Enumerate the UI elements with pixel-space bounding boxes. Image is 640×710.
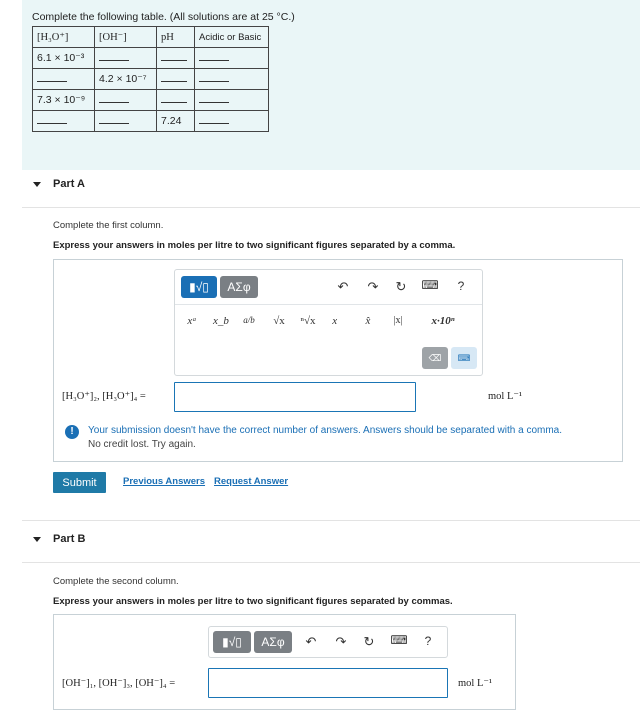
redo-icon[interactable]: ↷ bbox=[367, 279, 379, 294]
blank-field bbox=[161, 52, 187, 61]
unit-vector-button[interactable]: x̂ bbox=[365, 315, 371, 327]
part-a-answer-input[interactable] bbox=[174, 382, 416, 412]
divider bbox=[22, 520, 640, 521]
greek-symbols-button[interactable]: ΑΣφ bbox=[220, 276, 258, 298]
part-a-equation-label: [H₃O⁺]₂, [H₃O⁺]₄ = bbox=[62, 391, 146, 402]
vector-button[interactable]: x⃗ bbox=[332, 315, 346, 327]
absolute-value-button[interactable]: |x| bbox=[393, 315, 403, 326]
table-row bbox=[33, 111, 269, 132]
part-b-header[interactable] bbox=[33, 533, 85, 545]
feedback-sub: No credit lost. Try again. bbox=[88, 439, 196, 450]
table-cell bbox=[157, 90, 195, 111]
intro-panel bbox=[22, 0, 640, 170]
blank-field bbox=[161, 94, 187, 103]
intro-title: Complete the following table. (All solutions are at 25 °C.) bbox=[32, 11, 295, 23]
cell-value: 6.1 × 10⁻³ bbox=[37, 52, 85, 64]
blank-field bbox=[199, 73, 229, 82]
divider bbox=[22, 207, 640, 208]
undo-icon[interactable]: ↶ bbox=[337, 279, 349, 294]
sqrt-button[interactable]: √x bbox=[273, 315, 285, 327]
superscript-button[interactable]: xᵃ bbox=[187, 315, 197, 327]
table-cell bbox=[33, 111, 95, 132]
table-cell bbox=[33, 48, 95, 69]
collapse-caret-icon[interactable] bbox=[33, 182, 41, 187]
cell-value: 7.3 × 10⁻⁹ bbox=[37, 94, 86, 106]
divider bbox=[22, 562, 640, 563]
info-icon: ! bbox=[65, 425, 79, 439]
reset-icon[interactable]: ↻ bbox=[363, 634, 375, 649]
subscript-button[interactable]: x_b bbox=[213, 315, 229, 327]
toolbar-divider bbox=[175, 304, 482, 305]
table-row bbox=[33, 48, 269, 69]
table-cell bbox=[195, 111, 269, 132]
help-icon[interactable]: ? bbox=[424, 634, 432, 648]
nth-root-button[interactable]: ⁿ√x bbox=[300, 315, 316, 327]
part-b-equation-label: [OH⁻]₁, [OH⁻]₃, [OH⁻]₄ = bbox=[62, 678, 176, 689]
blank-field bbox=[199, 52, 229, 61]
table-cell bbox=[95, 69, 157, 90]
table-cell bbox=[95, 111, 157, 132]
table-cell bbox=[195, 48, 269, 69]
blank-field bbox=[161, 73, 187, 82]
blank-field bbox=[199, 94, 229, 103]
part-a-title: Part A bbox=[53, 178, 85, 190]
table-cell bbox=[195, 90, 269, 111]
blank-field bbox=[199, 115, 229, 124]
feedback-main: Your submission doesn't have the correct number of answers. Answers should be separated with a comma. bbox=[88, 425, 563, 436]
previous-answers-link[interactable]: Previous Answers bbox=[123, 476, 206, 487]
part-b-title: Part B bbox=[53, 533, 86, 545]
greek-symbols-button[interactable]: ΑΣφ bbox=[254, 631, 292, 653]
submit-button[interactable]: Submit bbox=[53, 472, 106, 493]
part-a-header[interactable] bbox=[33, 178, 85, 190]
part-b-answer-box bbox=[53, 614, 516, 710]
header-h3o: [H₃O⁺] bbox=[33, 27, 95, 48]
keyboard-icon[interactable]: ⌨ bbox=[390, 633, 408, 647]
part-a-directions: Express your answers in moles per litre to two significant figures separated by a comma. bbox=[53, 240, 456, 251]
blank-field bbox=[99, 94, 129, 103]
reset-icon[interactable]: ↻ bbox=[395, 279, 407, 294]
blank-field bbox=[37, 73, 67, 82]
part-a-answer-box bbox=[53, 259, 623, 462]
undo-icon[interactable]: ↶ bbox=[305, 634, 317, 649]
help-icon[interactable]: ? bbox=[457, 279, 465, 293]
part-b-directions: Express your answers in moles per litre to two significant figures separated by commas. bbox=[53, 596, 453, 607]
table-cell bbox=[195, 69, 269, 90]
header-oh: [OH⁻] bbox=[95, 27, 157, 48]
blank-field bbox=[99, 115, 129, 124]
cell-value: 7.24 bbox=[161, 115, 182, 127]
header-acidic-basic: Acidic or Basic bbox=[195, 27, 269, 48]
redo-icon[interactable]: ↷ bbox=[335, 634, 347, 649]
table-cell bbox=[157, 69, 195, 90]
keyboard-toggle-icon[interactable]: ⌨ bbox=[451, 347, 477, 369]
table-cell bbox=[95, 90, 157, 111]
math-toolbar bbox=[208, 626, 448, 658]
request-answer-link[interactable]: Request Answer bbox=[214, 476, 289, 487]
part-b-unit: mol L⁻¹ bbox=[458, 678, 493, 689]
part-b-answer-input[interactable] bbox=[208, 668, 448, 698]
table-cell bbox=[33, 69, 95, 90]
table-row bbox=[33, 69, 269, 90]
part-a-feedback bbox=[88, 424, 618, 452]
table-cell bbox=[157, 111, 195, 132]
collapse-caret-icon[interactable] bbox=[33, 537, 41, 542]
header-ph: pH bbox=[157, 27, 195, 48]
part-b-instruction: Complete the second column. bbox=[53, 576, 179, 587]
table-cell bbox=[157, 48, 195, 69]
table-row bbox=[33, 90, 269, 111]
backspace-icon[interactable]: ⌫ bbox=[422, 347, 448, 369]
template-button[interactable]: ▮√▯ bbox=[213, 631, 251, 653]
table-cell bbox=[33, 90, 95, 111]
math-toolbar bbox=[174, 269, 483, 376]
data-table bbox=[32, 26, 269, 132]
blank-field bbox=[37, 115, 67, 124]
table-cell bbox=[95, 48, 157, 69]
part-a-unit: mol L⁻¹ bbox=[488, 391, 523, 402]
part-a-instruction: Complete the first column. bbox=[53, 220, 164, 231]
cell-value: 4.2 × 10⁻⁷ bbox=[99, 73, 147, 85]
blank-field bbox=[99, 52, 129, 61]
table-header-row bbox=[33, 27, 269, 48]
keyboard-icon[interactable]: ⌨ bbox=[421, 278, 439, 292]
template-button[interactable]: ▮√▯ bbox=[181, 276, 217, 298]
scientific-notation-button[interactable]: x·10ⁿ bbox=[431, 315, 455, 327]
fraction-button[interactable]: a/b bbox=[243, 315, 255, 325]
